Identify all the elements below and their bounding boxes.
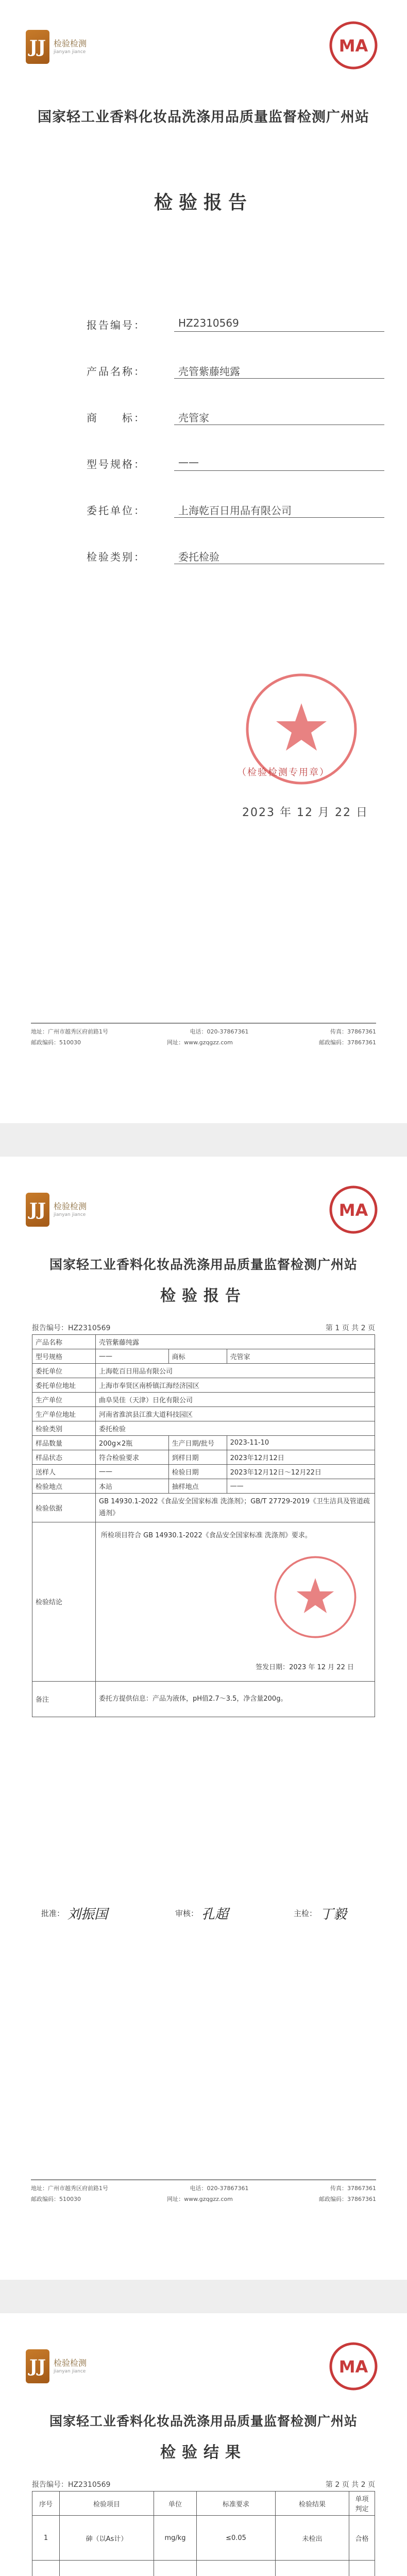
logo-en: jianyan jiance (54, 2368, 86, 2374)
logo-en: jianyan jiance (54, 49, 86, 55)
org-name: 国家轻工业香料化妆品洗涤用品质量监督检测广州站 (49, 1257, 358, 1272)
tester-signature: 主检： 丁毅 (294, 1907, 347, 1922)
logo-cn: 检验检测 (54, 38, 87, 48)
conclusion-date: 签发日期：2023 年 12 月 22 日 (256, 1664, 354, 1672)
table-row: 生产单位地址 河南省淮滨县江淮大道科技园区 (32, 1407, 375, 1421)
cover-page (0, 0, 407, 1123)
official-seal-icon (272, 1553, 359, 1641)
table-row: 型号规格 —— 商标 壳管家 (32, 1349, 375, 1364)
remark-text: 委托方提供信息：产品为液体，pH值2.7～3.5，净含量200g。 (96, 1681, 375, 1717)
table-row: 委托单位 上海乾百日用品有限公司 (32, 1364, 375, 1378)
table-row: 检验依据 GB 14930.1-2022《食品安全国家标准 洗涤剂》；GB/T 27729-2019《卫生洁具及管道疏通剂》 (32, 1494, 375, 1522)
reviewer-signature: 审核： 孔超 (175, 1907, 229, 1922)
svg-text:MA: MA (338, 2357, 368, 2377)
table-cell (60, 2561, 154, 2576)
page-footer: 地址：广州市越秀区府前路1号 电话：020-37867361 传真：37867361 邮政编码：510030 网址：www.gzqgzz.com 邮政编码：37867361 (31, 1023, 376, 1048)
approver-signature: 批准： 刘振国 (41, 1907, 108, 1922)
table-cell (349, 2561, 375, 2576)
logo-cn: 检验检测 (54, 1201, 87, 1211)
report-number: 报告编号：HZ2310569 (32, 2481, 111, 2489)
table-header-row: 序号 检验项目 单位 标准要求 检验结果 单项判定 (32, 2492, 375, 2516)
report-title: 检验报告 (154, 192, 253, 213)
logo-mark: JJ (26, 30, 49, 64)
table-row: 委托单位地址 上海市奉贤区南桥镇江海经济园区 (32, 1378, 375, 1393)
logo-mark: JJ (26, 2349, 49, 2383)
table-row: 样品数量 200g×2瓶 生产日期/批号 2023-11-10 (32, 1436, 375, 1450)
report-title: 检验报告 (160, 1287, 247, 1305)
conclusion-text: 所检项目符合 GB 14930.1-2022《食品安全国家标准 洗涤剂》要求。 (101, 1531, 312, 1539)
brand-logo (26, 30, 87, 64)
table-row: 检验结论 所检项目符合 GB 14930.1-2022《食品安全国家标准 洗涤剂》要求。 签发日期：2023 年 12 月 22 日 (32, 1522, 375, 1681)
page-gap (0, 2280, 407, 2313)
report-info-page (0, 1157, 407, 2280)
table-cell: 砷（以As计） (60, 2516, 154, 2561)
cover-row-product: 产品名称： 壳管紫藤纯露 (87, 363, 384, 379)
cma-mark-icon (329, 1185, 378, 1234)
table-cell (276, 2561, 349, 2576)
cma-mark-icon (329, 2342, 378, 2391)
logo-en: jianyan jiance (54, 1212, 86, 1217)
table-row: 样品状态 符合检验要求 到样日期 2023年12月12日 (32, 1450, 375, 1465)
report-number: 报告编号：HZ2310569 (32, 1324, 111, 1332)
basis-text: GB 14930.1-2022《食品安全国家标准 洗涤剂》；GB/T 27729-2019《卫生洁具及管道疏通剂》 (96, 1494, 375, 1522)
table-cell (154, 2561, 197, 2576)
table-row: 检验类别 委托检验 (32, 1421, 375, 1436)
brand-logo (26, 1193, 87, 1227)
table-row: 生产单位 曲阜昊佳（天津）日化有限公司 (32, 1393, 375, 1407)
table-cell: 未检出 (276, 2516, 349, 2561)
org-name: 国家轻工业香料化妆品洗涤用品质量监督检测广州站 (38, 109, 369, 125)
issue-date: 2023 年 12 月 22 日 (242, 806, 368, 819)
svg-text:MA: MA (338, 36, 368, 56)
table-row: 送样人 —— 检验日期 2023年12月12日～12月22日 (32, 1465, 375, 1479)
page-number: 第 1 页 共 2 页 (325, 1324, 375, 1332)
table-row (32, 2561, 375, 2576)
svg-text:MA: MA (338, 1200, 368, 1220)
page-gap (0, 1123, 407, 1157)
cma-mark-icon (329, 21, 378, 70)
table-row: 检验地点 本站 抽样地点 —— (32, 1479, 375, 1494)
table-cell: mg/kg (154, 2516, 197, 2561)
cover-row-category: 检验类别： 委托检验 (87, 549, 384, 564)
page-footer: 地址：广州市越秀区府前路1号 电话：020-37867361 传真：37867361 邮政编码：510030 网址：www.gzqgzz.com 邮政编码：37867361 (31, 2179, 376, 2205)
cover-row-model: 型号规格： —— (87, 456, 384, 471)
table-row: 产品名称 壳管紫藤纯露 (32, 1335, 375, 1349)
logo-mark: JJ (26, 1193, 49, 1227)
cover-row-report-no: 报告编号： HZ2310569 (87, 317, 384, 332)
brand-logo (26, 2349, 87, 2383)
results-page (0, 2313, 407, 2576)
table-cell (197, 2561, 276, 2576)
results-title: 检验结果 (160, 2444, 247, 2462)
info-table (32, 1334, 375, 1717)
table-cell: 1 (32, 2516, 60, 2561)
table-row: 备注 委托方提供信息：产品为液体，pH值2.7～3.5，净含量200g。 (32, 1681, 375, 1717)
results-table (32, 2491, 375, 2576)
cover-row-client: 委托单位： 上海乾百日用品有限公司 (87, 502, 384, 518)
table-cell: 合格 (349, 2516, 375, 2561)
page-number: 第 2 页 共 2 页 (325, 2481, 375, 2489)
logo-cn: 检验检测 (54, 2358, 87, 2368)
table-cell: ≤0.05 (197, 2516, 276, 2561)
table-row (32, 2516, 375, 2561)
seal-caption: （检验检测专用章） (237, 767, 330, 778)
org-name: 国家轻工业香料化妆品洗涤用品质量监督检测广州站 (49, 2414, 358, 2429)
table-cell (32, 2561, 60, 2576)
cover-row-brand: 商 标： 壳管家 (87, 410, 384, 425)
